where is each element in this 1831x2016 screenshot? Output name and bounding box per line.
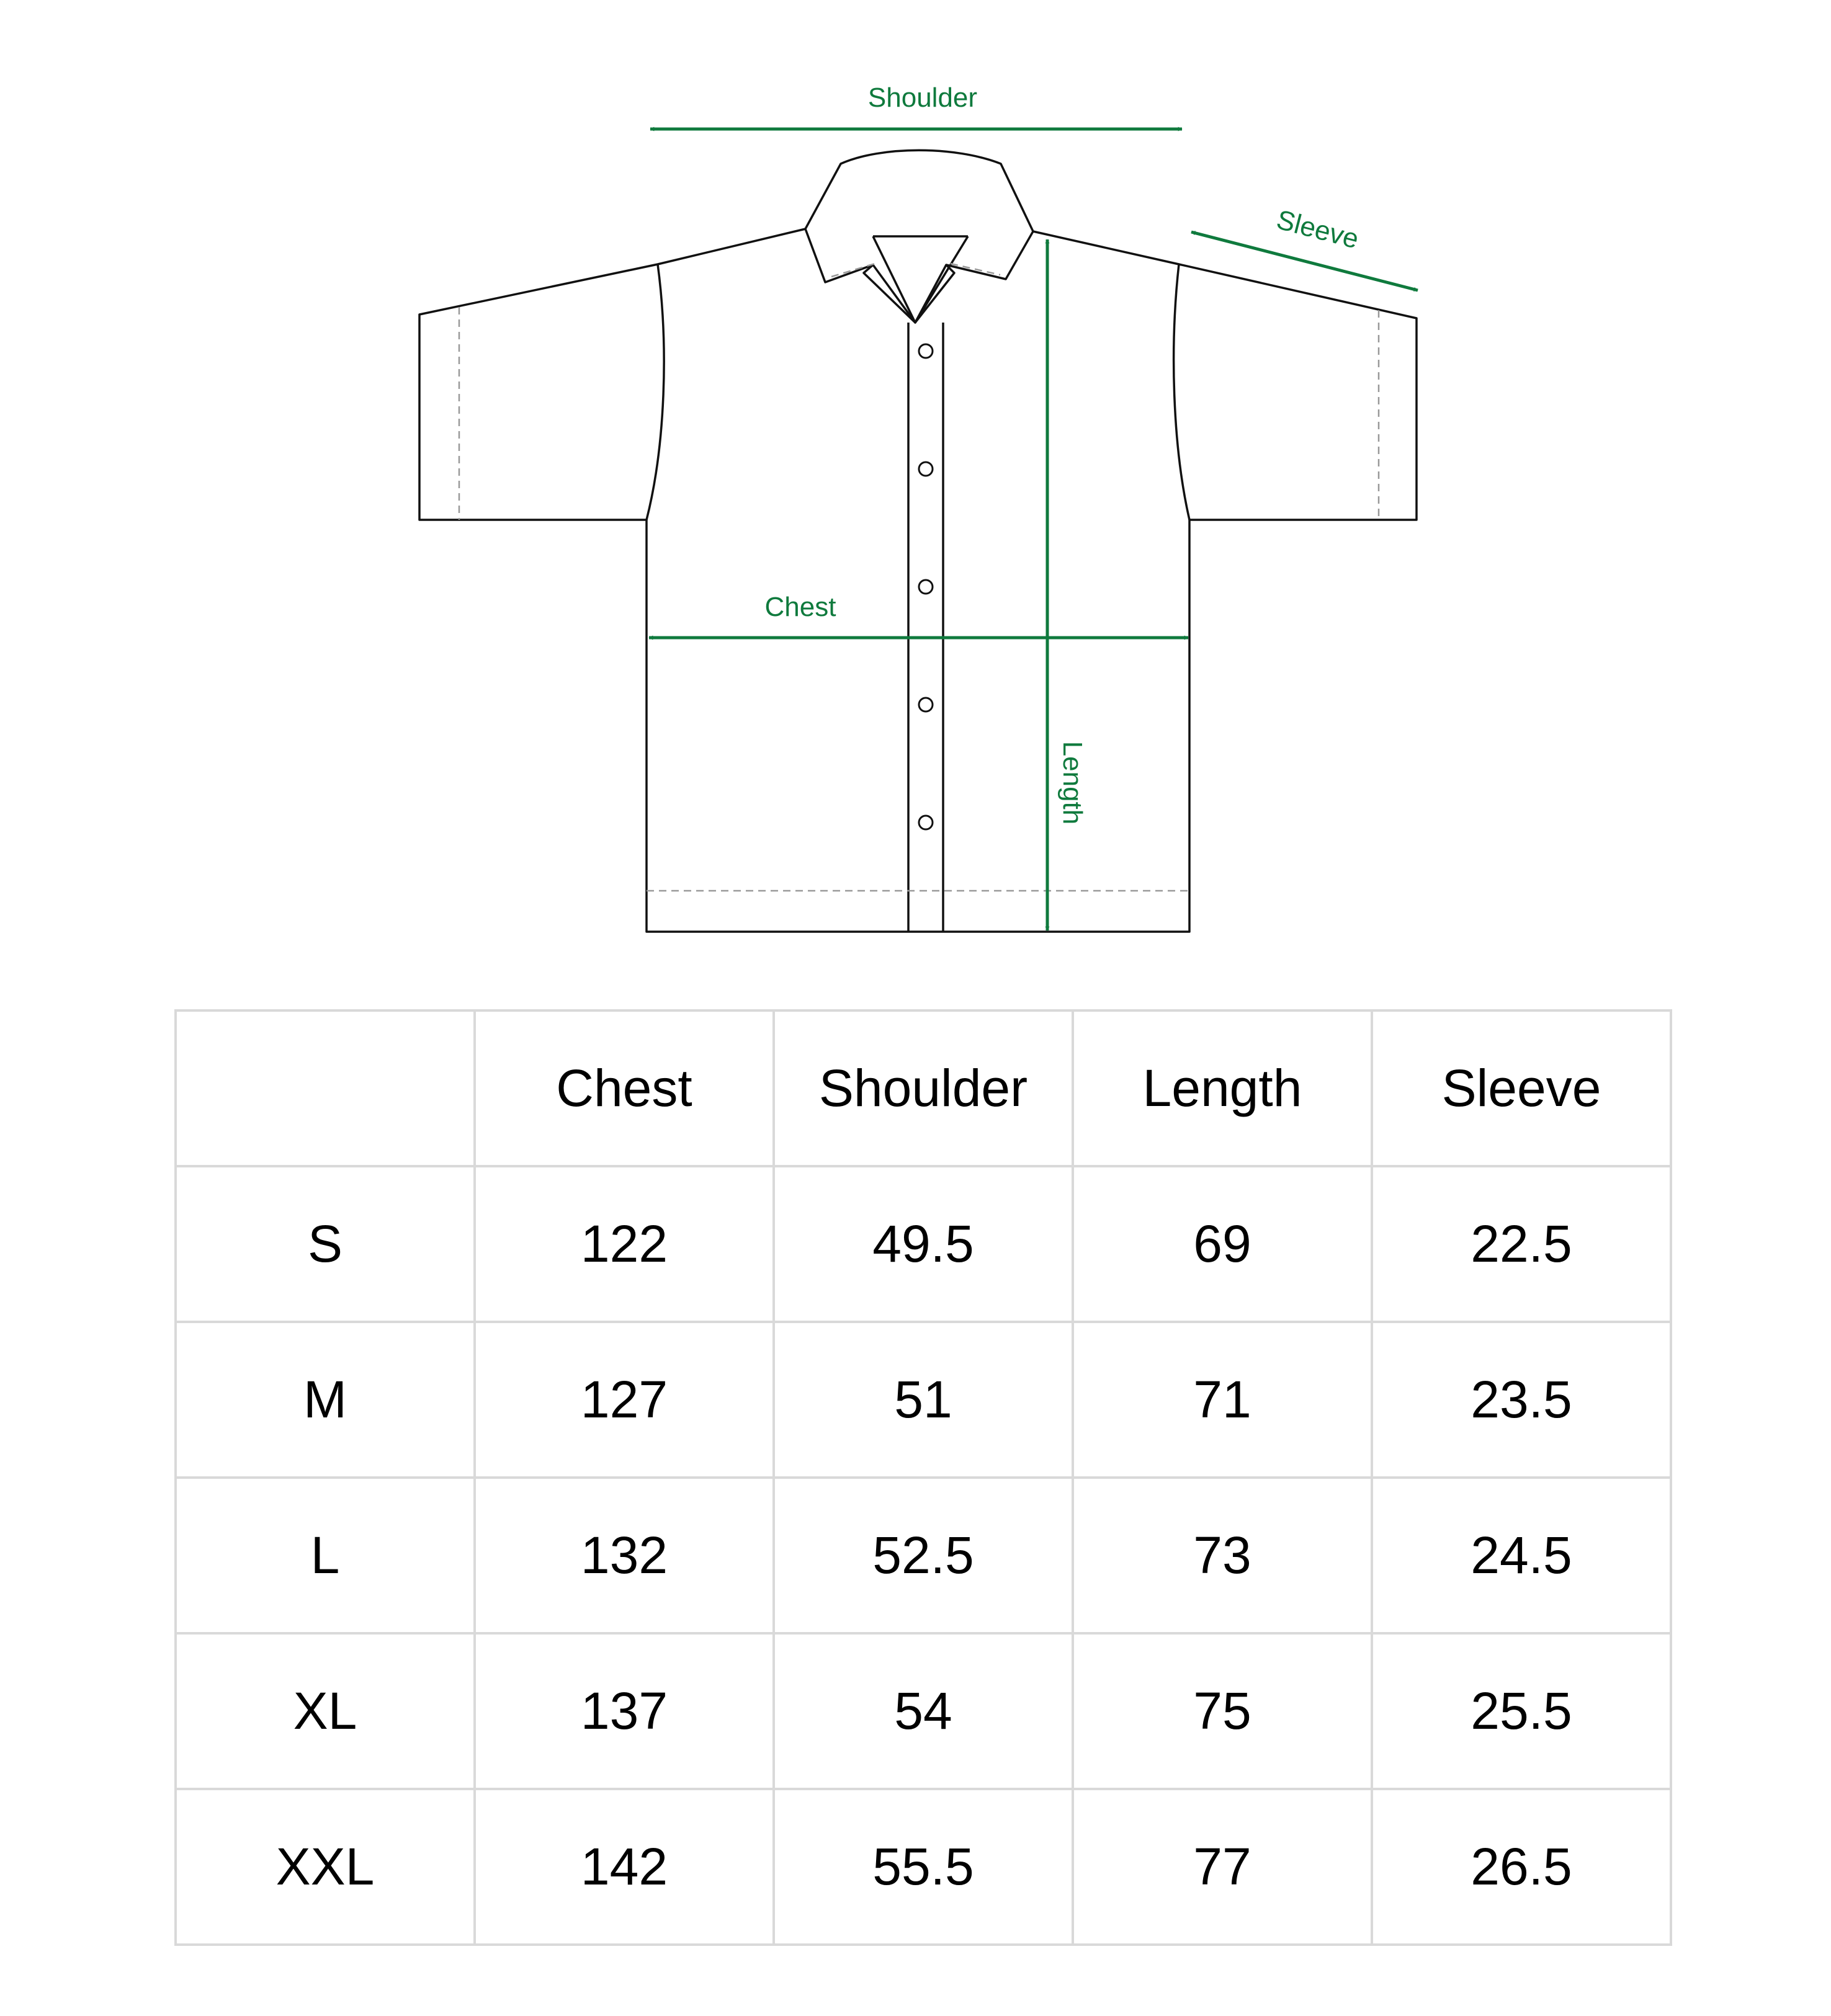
- header-size: [176, 1010, 475, 1166]
- shirt-outline-icon: [419, 150, 1417, 932]
- shoulder-cell: 52.5: [774, 1478, 1073, 1633]
- sleeve-cell: 23.5: [1372, 1322, 1671, 1478]
- size-cell: XXL: [176, 1789, 475, 1945]
- sleeve-cell: 26.5: [1372, 1789, 1671, 1945]
- sleeve-cell: 24.5: [1372, 1478, 1671, 1633]
- length-cell: 75: [1073, 1633, 1372, 1789]
- table-header-row: [176, 1010, 1671, 1166]
- size-chart-table: [174, 1009, 1672, 1946]
- chest-cell: 122: [475, 1166, 774, 1322]
- chest-cell: 137: [475, 1633, 774, 1789]
- shoulder-cell: 51: [774, 1322, 1073, 1478]
- length-cell: 69: [1073, 1166, 1372, 1322]
- size-cell: M: [176, 1322, 475, 1478]
- length-cell: 71: [1073, 1322, 1372, 1478]
- size-cell: S: [176, 1166, 475, 1322]
- table-row: [176, 1166, 1671, 1322]
- shoulder-cell: 54: [774, 1633, 1073, 1789]
- shoulder-cell: 49.5: [774, 1166, 1073, 1322]
- header-chest: Chest: [475, 1010, 774, 1166]
- sleeve-cell: 25.5: [1372, 1633, 1671, 1789]
- table-row: [176, 1322, 1671, 1478]
- shirt-measurement-diagram: [0, 0, 1831, 968]
- header-shoulder: Shoulder: [774, 1010, 1073, 1166]
- header-length: Length: [1073, 1010, 1372, 1166]
- chest-label: Chest: [764, 592, 836, 622]
- button-icon: [919, 344, 933, 829]
- length-cell: 77: [1073, 1789, 1372, 1945]
- chest-cell: 142: [475, 1789, 774, 1945]
- sleeve-cell: 22.5: [1372, 1166, 1671, 1322]
- shoulder-label: Shoulder: [867, 83, 978, 113]
- sleeve-label: Sleeve: [1273, 204, 1362, 255]
- length-label: Length: [1057, 741, 1088, 825]
- size-cell: XL: [176, 1633, 475, 1789]
- chest-cell: 132: [475, 1478, 774, 1633]
- table-row: [176, 1789, 1671, 1945]
- table-row: [176, 1633, 1671, 1789]
- table-row: [176, 1478, 1671, 1633]
- size-cell: L: [176, 1478, 475, 1633]
- length-cell: 73: [1073, 1478, 1372, 1633]
- header-sleeve: Sleeve: [1372, 1010, 1671, 1166]
- chest-cell: 127: [475, 1322, 774, 1478]
- stitch-lines: [459, 264, 1379, 891]
- shoulder-cell: 55.5: [774, 1789, 1073, 1945]
